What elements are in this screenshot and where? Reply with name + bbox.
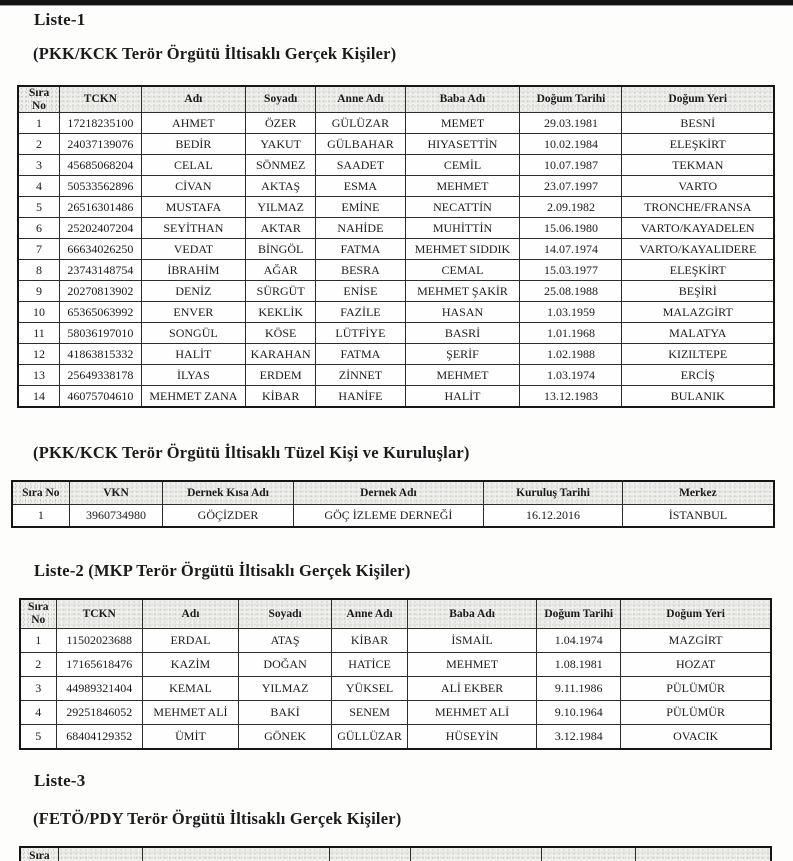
table-cell: 4 (20, 701, 56, 725)
column-header: TCKN (56, 599, 142, 629)
column-header: Kuruluş Tarihi (484, 481, 623, 505)
table-cell: BAKİ (239, 701, 332, 725)
table-cell: GÜLLÜZAR (332, 725, 408, 750)
heading-pkk-kck-gercek-kisiler: (PKK/KCK Terör Örgütü İltisaklı Gerçek Kişiler) (33, 44, 397, 63)
table-cell: HÜSEYİN (407, 725, 536, 750)
table-cell: 3.12.1984 (537, 725, 621, 750)
table-cell: MEMET (405, 113, 520, 134)
table-cell: VARTO/KAYADELEN (622, 218, 774, 239)
table-cell: 41863815332 (60, 344, 142, 365)
table-cell: AHMET (141, 113, 245, 134)
table-cell: VARTO/KAYALIDERE (622, 239, 774, 260)
table-cell: 24037139076 (60, 134, 142, 155)
table-cell: 29.03.1981 (520, 113, 622, 134)
table-cell: SONGÜL (141, 323, 245, 344)
table-row (18, 365, 774, 386)
pkk-gercek-table (17, 85, 775, 408)
table-cell: CELAL (141, 155, 245, 176)
table-cell: BULANIK (622, 386, 774, 408)
table-cell: İSTANBUL (622, 505, 774, 528)
table-cell: 26516301486 (60, 197, 142, 218)
table-cell: 5 (20, 725, 56, 750)
table-cell: MEHMET (405, 365, 520, 386)
table-cell: 5 (18, 197, 60, 218)
table-cell: GÖNEK (239, 725, 332, 750)
table-cell: 25.08.1988 (520, 281, 622, 302)
table-cell: 3 (18, 155, 60, 176)
heading-pkk-kck-tuzel-kisi: (PKK/KCK Terör Örgütü İltisaklı Tüzel Kişi ve Kuruluşlar) (33, 443, 470, 462)
table-cell: 10.02.1984 (520, 134, 622, 155)
table-row (18, 344, 774, 365)
column-header: Sıra No (18, 86, 60, 113)
header-row (20, 599, 771, 629)
table-cell: YAKUT (246, 134, 316, 155)
table-cell: BEDİR (141, 134, 245, 155)
table-cell: HALİT (141, 344, 245, 365)
table-cell: 1.02.1988 (520, 344, 622, 365)
table-cell: 1 (18, 113, 60, 134)
table-cell: 8 (18, 260, 60, 281)
table-row (18, 155, 774, 176)
table-cell: 15.03.1977 (520, 260, 622, 281)
table-feto-pdy-partial (19, 846, 772, 861)
column-header (58, 847, 142, 861)
column-header: Sıra No (20, 599, 56, 629)
column-header: Anne Adı (332, 599, 408, 629)
table-cell: 3 (20, 677, 56, 701)
table-cell: VEDAT (141, 239, 245, 260)
table-cell: 13.12.1983 (520, 386, 622, 408)
column-header: Adı (141, 86, 245, 113)
table-cell: 25649338178 (60, 365, 142, 386)
table-cell: İLYAS (141, 365, 245, 386)
table-cell: 13 (18, 365, 60, 386)
column-header: Dernek Adı (293, 481, 484, 505)
column-header (142, 847, 329, 861)
table-cell: 2.09.1982 (520, 197, 622, 218)
table-row (18, 281, 774, 302)
table-row (20, 701, 771, 725)
table-row (20, 629, 771, 653)
table-cell: FATMA (316, 239, 405, 260)
table-row (18, 323, 774, 344)
table-cell: 14.07.1974 (520, 239, 622, 260)
table-cell: PÜLÜMÜR (621, 677, 771, 701)
table-cell: 9.10.1964 (537, 701, 621, 725)
column-header: Dernek Kısa Adı (163, 481, 293, 505)
column-header (329, 847, 410, 861)
table-cell: MEHMET ŞAKİR (405, 281, 520, 302)
heading-liste-1: Liste-1 (34, 10, 86, 29)
column-header: Doğum Tarihi (537, 599, 621, 629)
table-cell: HIYASETTİN (405, 134, 520, 155)
table-cell: ENİSE (316, 281, 405, 302)
table-cell: MUSTAFA (141, 197, 245, 218)
table-cell: KİBAR (332, 629, 408, 653)
table-cell: FAZİLE (316, 302, 405, 323)
table-cell: GÖÇ İZLEME DERNEĞİ (293, 505, 484, 528)
table-cell: 44989321404 (56, 677, 142, 701)
pkk-tuzel-table (11, 480, 775, 528)
table-cell: NECATTİN (405, 197, 520, 218)
table-cell: 11 (18, 323, 60, 344)
table-cell: 16.12.2016 (484, 505, 623, 528)
table-cell: 15.06.1980 (520, 218, 622, 239)
table-cell: ELEŞKİRT (622, 134, 774, 155)
table-cell: 1.01.1968 (520, 323, 622, 344)
table-cell: EMİNE (316, 197, 405, 218)
table-row (18, 386, 774, 408)
table-cell: 29251846052 (56, 701, 142, 725)
table-cell: 4 (18, 176, 60, 197)
column-header: Doğum Yeri (622, 86, 774, 113)
column-header: Doğum Yeri (621, 599, 771, 629)
table-cell: 3960734980 (69, 505, 163, 528)
table-cell: AKTAŞ (246, 176, 316, 197)
column-header (541, 847, 635, 861)
table-cell: GÜLBAHAR (316, 134, 405, 155)
table-cell: HANİFE (316, 386, 405, 408)
table-cell: 6 (18, 218, 60, 239)
header-row (18, 86, 774, 113)
mkp-gercek-table (19, 598, 772, 750)
table-cell: ERDEM (246, 365, 316, 386)
table-cell: 66634026250 (60, 239, 142, 260)
table-cell: 23743148754 (60, 260, 142, 281)
column-header: Baba Adı (405, 86, 520, 113)
table-cell: 20270813902 (60, 281, 142, 302)
table-cell: ÖZER (246, 113, 316, 134)
table-cell: 10.07.1987 (520, 155, 622, 176)
table-cell: YILMAZ (239, 677, 332, 701)
table-mkp-gercek-kisiler (19, 598, 772, 750)
table-cell: ŞERİF (405, 344, 520, 365)
header-row (20, 847, 771, 861)
table-cell: ALİ EKBER (407, 677, 536, 701)
table-cell: FATMA (316, 344, 405, 365)
table-cell: MEHMET (407, 653, 536, 677)
table-cell: LÜTFİYE (316, 323, 405, 344)
table-cell: MUHİTTİN (405, 218, 520, 239)
table-cell: 2 (18, 134, 60, 155)
table-cell: CEMAL (405, 260, 520, 281)
table-row (18, 260, 774, 281)
table-cell: 9 (18, 281, 60, 302)
table-row (18, 239, 774, 260)
table-cell: 2 (20, 653, 56, 677)
table-cell: AKTAR (246, 218, 316, 239)
table-cell: HOZAT (621, 653, 771, 677)
table-cell: 1.08.1981 (537, 653, 621, 677)
table-cell: ENVER (141, 302, 245, 323)
column-header (635, 847, 771, 861)
table-cell: YILMAZ (246, 197, 316, 218)
table-cell: 23.07.1997 (520, 176, 622, 197)
column-header: Doğum Tarihi (520, 86, 622, 113)
table-cell: HASAN (405, 302, 520, 323)
table-cell: 12 (18, 344, 60, 365)
table-cell: DOĞAN (239, 653, 332, 677)
table-row (12, 505, 774, 528)
table-cell: KEKLİK (246, 302, 316, 323)
table-cell: DENİZ (141, 281, 245, 302)
table-cell: MALATYA (622, 323, 774, 344)
table-cell: SEYİTHAN (141, 218, 245, 239)
column-header: Sıra No (12, 481, 69, 505)
table-cell: CEMİL (405, 155, 520, 176)
table-cell: BESRA (316, 260, 405, 281)
table-row (18, 302, 774, 323)
table-cell: KEMAL (142, 677, 238, 701)
table-cell: ÜMİT (142, 725, 238, 750)
scan-edge-bar (0, 0, 793, 6)
table-cell: ERDAL (142, 629, 238, 653)
table-cell: 7 (18, 239, 60, 260)
heading-liste-3: Liste-3 (34, 771, 86, 790)
table-cell: TRONCHE/FRANSA (622, 197, 774, 218)
table-cell: HALİT (405, 386, 520, 408)
table-cell: MAZGİRT (621, 629, 771, 653)
column-header: Sıra (20, 847, 58, 861)
table-cell: 65365063992 (60, 302, 142, 323)
column-header (410, 847, 541, 861)
table-cell: ERCİŞ (622, 365, 774, 386)
table-cell: ATAŞ (239, 629, 332, 653)
heading-liste-2-mkp: Liste-2 (MKP Terör Örgütü İltisaklı Gerçek Kişiler) (34, 561, 411, 580)
table-cell: MEHMET ALİ (142, 701, 238, 725)
table-cell: KARAHAN (246, 344, 316, 365)
column-header: Soyadı (246, 86, 316, 113)
table-row (18, 134, 774, 155)
table-cell: 46075704610 (60, 386, 142, 408)
table-cell: NAHİDE (316, 218, 405, 239)
table-cell: SENEM (332, 701, 408, 725)
table-cell: ESMA (316, 176, 405, 197)
column-header: Adı (142, 599, 238, 629)
table-cell: BASRİ (405, 323, 520, 344)
table-cell: MEHMET (405, 176, 520, 197)
table-cell: MEHMET ZANA (141, 386, 245, 408)
column-header: TCKN (60, 86, 142, 113)
table-cell: GÜLÜZAR (316, 113, 405, 134)
column-header: Merkez (622, 481, 774, 505)
table-cell: HATİCE (332, 653, 408, 677)
table-cell: MEHMET SIDDIK (405, 239, 520, 260)
table-cell: KAZİM (142, 653, 238, 677)
table-cell: KIZILTEPE (622, 344, 774, 365)
table-cell: 14 (18, 386, 60, 408)
table-cell: BESNİ (622, 113, 774, 134)
table-cell: 10 (18, 302, 60, 323)
table-row (18, 197, 774, 218)
table-cell: MALAZGİRT (622, 302, 774, 323)
table-cell: OVACIK (621, 725, 771, 750)
feto-partial-table (19, 846, 772, 861)
column-header: Baba Adı (407, 599, 536, 629)
table-cell: 1.03.1974 (520, 365, 622, 386)
table-cell: 1.04.1974 (537, 629, 621, 653)
table-row (18, 176, 774, 197)
column-header: Soyadı (239, 599, 332, 629)
table-cell: KİBAR (246, 386, 316, 408)
heading-feto-pdy-gercek-kisiler: (FETÖ/PDY Terör Örgütü İltisaklı Gerçek Kişiler) (33, 809, 402, 828)
table-cell: MEHMET ALİ (407, 701, 536, 725)
table-pkk-kck-gercek-kisiler (17, 85, 775, 408)
table-cell: YÜKSEL (332, 677, 408, 701)
table-pkk-kck-tuzel-kisi (11, 480, 775, 528)
table-cell: 1 (20, 629, 56, 653)
table-row (18, 218, 774, 239)
table-row (20, 677, 771, 701)
table-cell: 1 (12, 505, 69, 528)
table-cell: ELEŞKİRT (622, 260, 774, 281)
table-cell: CİVAN (141, 176, 245, 197)
table-cell: PÜLÜMÜR (621, 701, 771, 725)
table-cell: KÖSE (246, 323, 316, 344)
table-row (20, 653, 771, 677)
table-cell: SÖNMEZ (246, 155, 316, 176)
table-cell: 58036197010 (60, 323, 142, 344)
table-cell: İBRAHİM (141, 260, 245, 281)
table-cell: 25202407204 (60, 218, 142, 239)
table-cell: ZİNNET (316, 365, 405, 386)
table-cell: 17218235100 (60, 113, 142, 134)
table-cell: 17165618476 (56, 653, 142, 677)
table-cell: 11502023688 (56, 629, 142, 653)
table-cell: 50533562896 (60, 176, 142, 197)
table-cell: GÖÇİZDER (163, 505, 293, 528)
table-cell: BİNGÖL (246, 239, 316, 260)
table-cell: AĞAR (246, 260, 316, 281)
table-cell: 68404129352 (56, 725, 142, 750)
table-cell: SAADET (316, 155, 405, 176)
table-cell: VARTO (622, 176, 774, 197)
table-cell: 9.11.1986 (537, 677, 621, 701)
table-cell: SÜRGÜT (246, 281, 316, 302)
table-cell: 1.03.1959 (520, 302, 622, 323)
table-row (18, 113, 774, 134)
table-cell: 45685068204 (60, 155, 142, 176)
column-header: Anne Adı (316, 86, 405, 113)
column-header: VKN (69, 481, 163, 505)
header-row (12, 481, 774, 505)
table-row (20, 725, 771, 750)
table-cell: İSMAİL (407, 629, 536, 653)
table-cell: BEŞİRİ (622, 281, 774, 302)
table-cell: TEKMAN (622, 155, 774, 176)
